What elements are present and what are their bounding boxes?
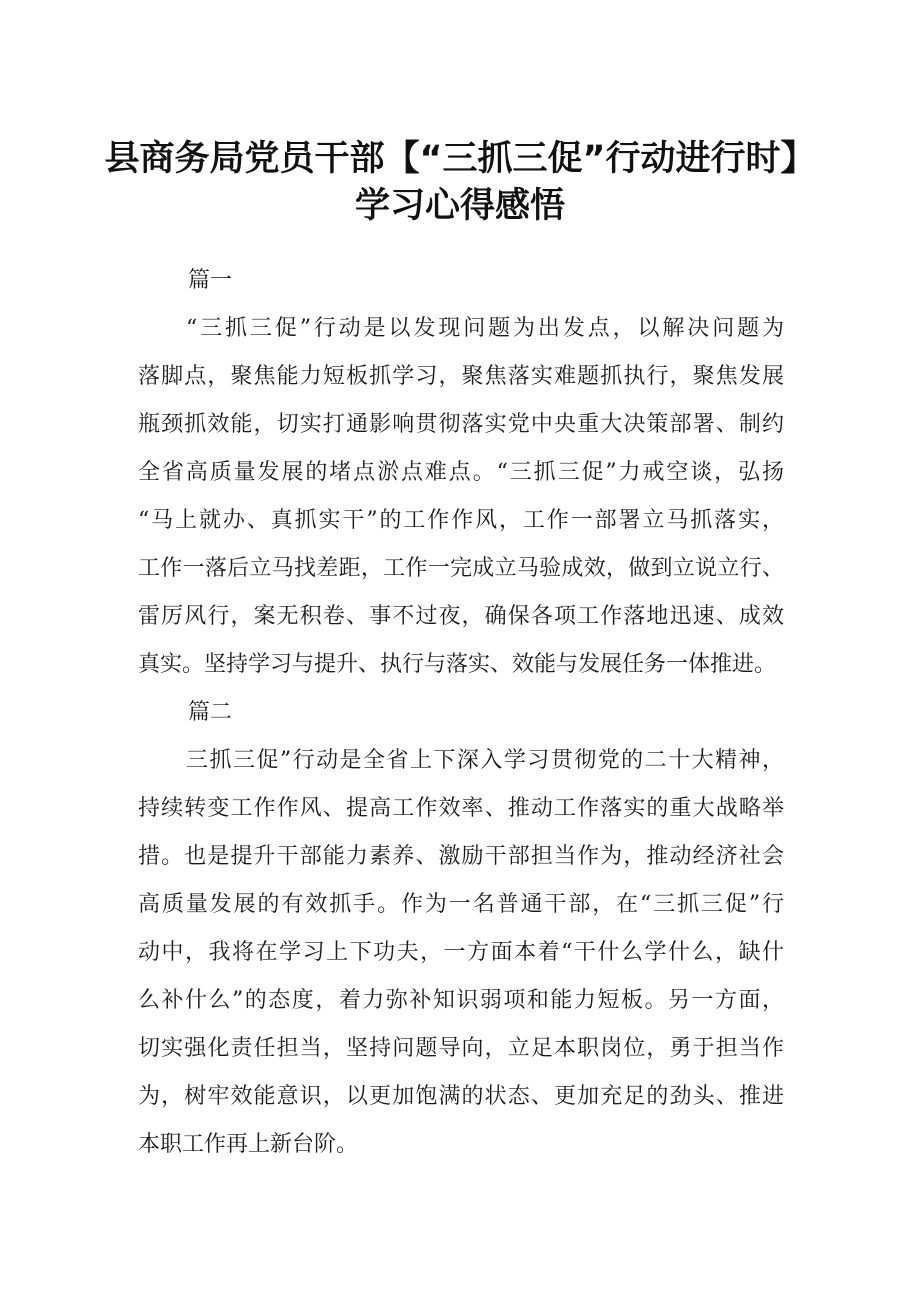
paragraph-line: 落脚点，聚焦能力短板抓学习，聚焦落实难题抓执行，聚焦发展	[138, 364, 784, 389]
section-heading-1: 篇一	[188, 268, 233, 293]
paragraph-line: 本职工作再上新台阶。	[138, 1132, 359, 1157]
paragraph-line: 三抓三促”行动是全省上下深入学习贯彻党的二十大精神，	[186, 748, 784, 773]
paragraph-line: 动中，我将在学习上下功夫，一方面本着“干什么学什么，缺什	[138, 940, 784, 965]
paragraph-line: 切实强化责任担当，坚持问题导向，立足本职岗位，勇于担当作	[138, 1036, 784, 1061]
paragraph-line: 么补什么”的态度，着力弥补知识弱项和能力短板。另一方面，	[138, 988, 784, 1013]
paragraph-line: “三抓三促”行动是以发现问题为出发点，以解决问题为	[186, 316, 784, 341]
paragraph-line: “马上就办、真抓实干”的工作作风，工作一部署立马抓落实，	[138, 508, 784, 533]
paragraph-line: 高质量发展的有效抓手。作为一名普通干部，在“三抓三促”行	[138, 892, 784, 917]
paragraph-line: 真实。坚持学习与提升、执行与落实、效能与发展任务一体推进。	[138, 652, 777, 677]
paragraph-line: 工作一落后立马找差距，工作一完成立马验成效，做到立说立行、	[138, 556, 784, 581]
section-heading-2: 篇二	[188, 700, 233, 725]
document-title-line-1: 县商务局党员干部【“三抓三促”行动进行时】	[104, 139, 816, 179]
paragraph-line: 为，树牢效能意识，以更加饱满的状态、更加充足的劲头、推进	[138, 1084, 784, 1109]
paragraph-line: 持续转变工作作风、提高工作效率、推动工作落实的重大战略举	[138, 796, 784, 821]
document-title-line-2: 学习心得感悟	[354, 186, 565, 226]
paragraph-line: 措。也是提升干部能力素养、激励干部担当作为，推动经济社会	[138, 844, 784, 869]
paragraph-line: 瓶颈抓效能，切实打通影响贯彻落实党中央重大决策部署、制约	[138, 412, 784, 437]
paragraph-line: 全省高质量发展的堵点淤点难点。“三抓三促”力戒空谈，弘扬	[138, 460, 784, 485]
paragraph-line: 雷厉风行，案无积卷、事不过夜，确保各项工作落地迅速、成效	[138, 604, 784, 629]
